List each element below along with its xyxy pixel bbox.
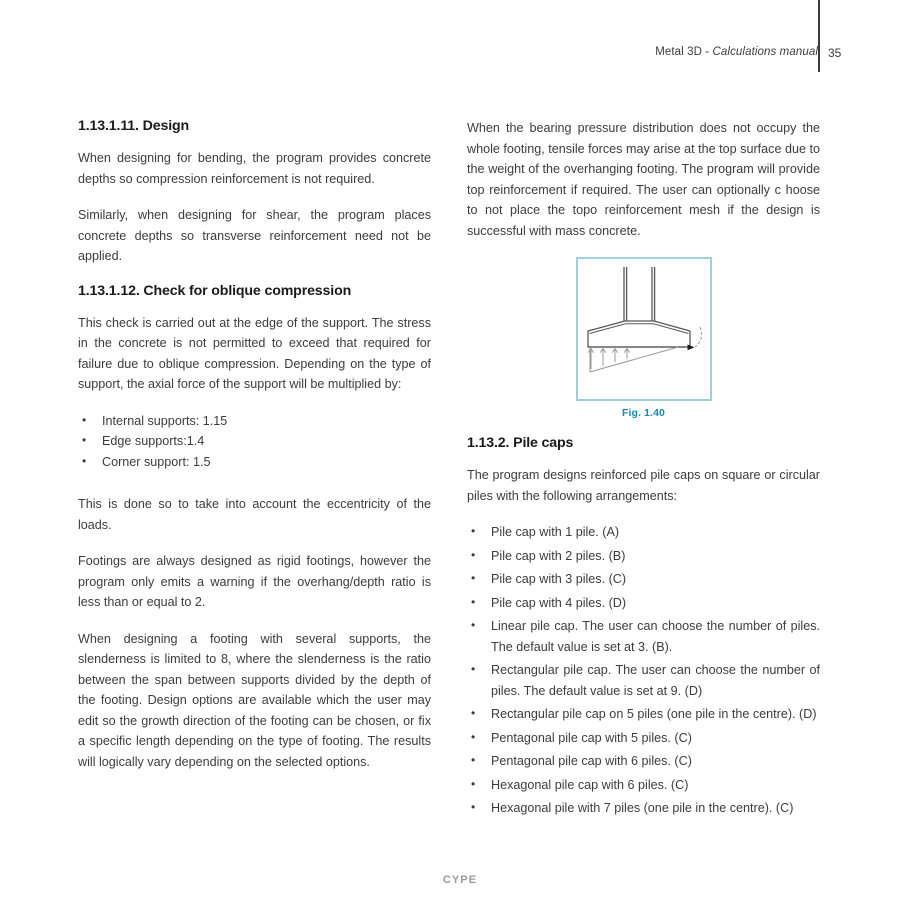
right-column — [467, 118, 820, 822]
spacer — [467, 419, 820, 435]
list-item: • Corner support: 1.5 — [78, 452, 431, 473]
list-item: • Internal supports: 1.15 — [78, 411, 431, 432]
header-title-plain: Metal 3D - — [655, 46, 713, 58]
list-item: • Hexagonal pile cap with 6 piles. (C) — [467, 775, 820, 796]
left-column — [78, 118, 431, 772]
list-item: • Hexagonal pile with 7 piles (one pile in the centre). (C) — [467, 798, 820, 819]
paragraph-oblique-compression: This check is carried out at the edge of the support. The stress in the concrete is not permitted to exceed that required for failure due to oblique compression. Depending on the type of support, the axial force of the support will be multiplied by: — [78, 315, 431, 391]
header-document-title — [655, 46, 818, 58]
paragraph-design-bending: When designing for bending, the program provides concrete depths so compression reinforcement is not required. — [78, 151, 431, 186]
spacer — [78, 472, 431, 494]
section-heading-oblique-compression: 1.13.1.12. Check for oblique compression — [78, 282, 352, 299]
paragraph-rigid-footings: Footings are always designed as rigid footings, however the program only emits a warning if the overhang/depth ratio is less than or equal to 2. — [78, 554, 431, 609]
paragraph-pile-caps-intro: The program designs reinforced pile caps on square or circular piles with the following arrangements: — [467, 468, 820, 503]
paragraph-bearing-pressure: When the bearing pressure distribution does not occupy the whole footing, tensile forces may arise at the top surface due to the weight of the overhanging footing. The program will provide top reinforcement if required. The user can optionally c hoose to not place the topo reinforcement mesh if the design is successful with mass concrete. — [467, 121, 820, 238]
cype-logo: CYPE — [442, 874, 478, 886]
paragraph-design-shear: Similarly, when designing for shear, the program places concrete depths so transverse reinforcement need not be applied. — [78, 208, 431, 263]
section-heading-pile-caps: 1.13.2. Pile caps — [467, 435, 574, 451]
list-item: • Linear pile cap. The user can choose the number of piles. The default value is set at 3. (B). — [467, 616, 820, 657]
paragraph-eccentricity: This is done so to take into account the eccentricity of the loads. — [78, 497, 431, 532]
paragraph-slenderness: When designing a footing with several supports, the slenderness is limited to 8, where the slenderness is the ratio between the span between supports divided by the depth of the footing. Design options are available which the user may edit so the growth direction of the footing can be chosen, or fix a specific length depending on the type of footing. The results will logically vary depending on the selected options. — [78, 631, 431, 769]
page-number: 35 — [828, 46, 842, 60]
list-item: • Rectangular pile cap. The user can choose the number of piles. The default value is set at 9. (D) — [467, 660, 820, 701]
figure-caption: Fig. 1.40 — [622, 407, 665, 419]
list-item: • Pentagonal pile cap with 6 piles. (C) — [467, 751, 820, 772]
list-item: • Pile cap with 4 piles. (D) — [467, 593, 820, 614]
page-footer — [0, 870, 920, 888]
figure-image-frame — [576, 257, 712, 401]
list-item: • Rectangular pile cap on 5 piles (one pile in the centre). (D) — [467, 704, 820, 725]
list-item: • Pile cap with 3 piles. (C) — [467, 569, 820, 590]
list-item: • Pile cap with 2 piles. (B) — [467, 546, 820, 567]
list-support-factors — [78, 411, 431, 473]
section-heading-design: 1.13.1.11. Design — [78, 118, 190, 134]
header-divider-rule — [818, 0, 820, 72]
footing-pressure-diagram — [578, 259, 709, 398]
list-item: • Pentagonal pile cap with 5 piles. (C) — [467, 728, 820, 749]
list-item: • Edge supports:1.4 — [78, 431, 431, 452]
figure-1-40 — [467, 257, 820, 419]
list-item: • Pile cap with 1 pile. (A) — [467, 522, 820, 543]
header-title-italic: Calculations manual — [712, 46, 818, 58]
list-pile-cap-arrangements — [467, 522, 820, 819]
page-header — [0, 0, 920, 90]
